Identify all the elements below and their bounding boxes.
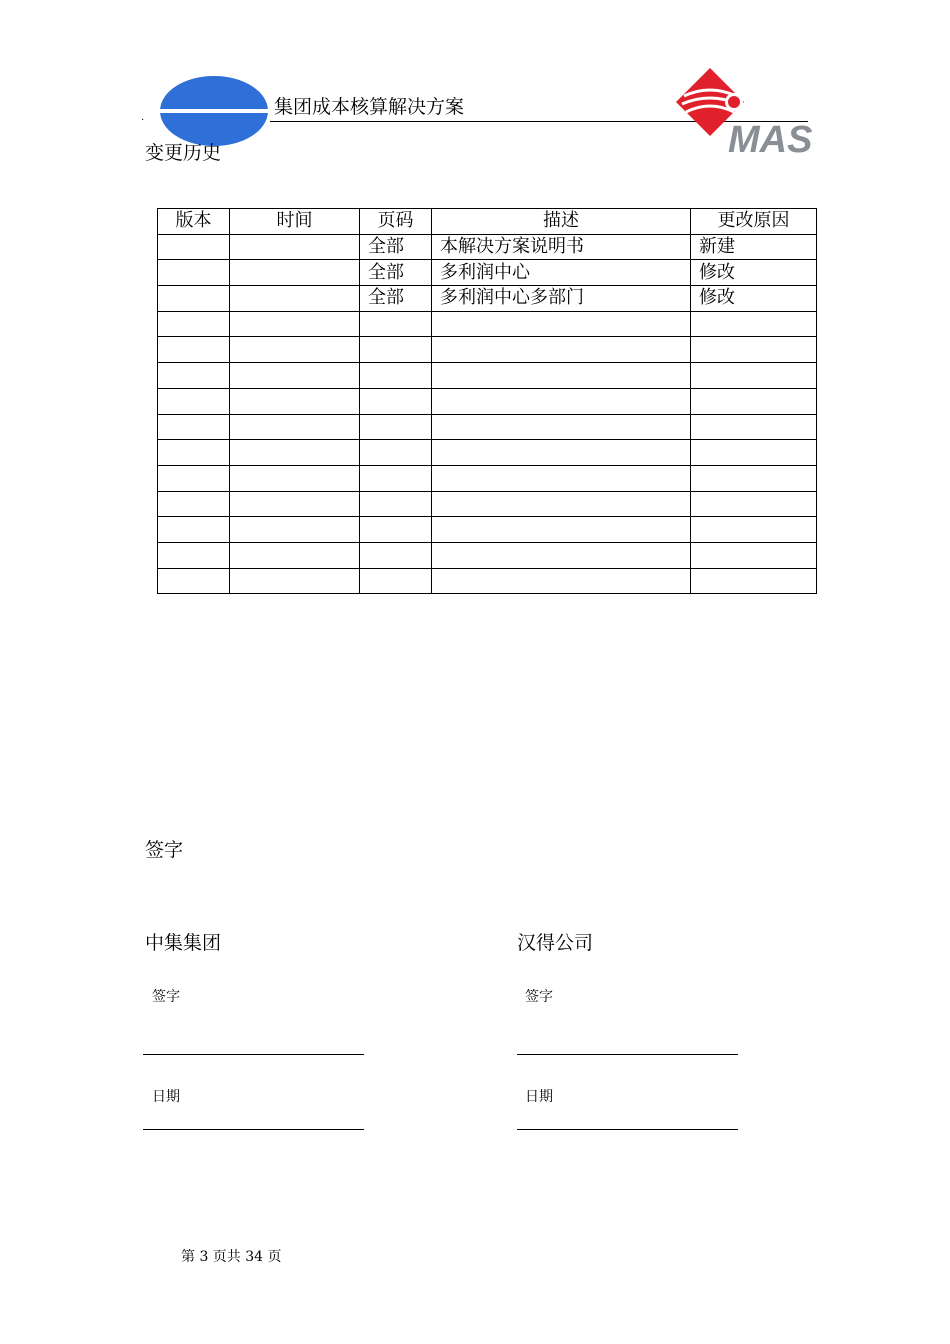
- cell-version: [158, 414, 230, 440]
- cell-reason: [691, 388, 817, 414]
- table-row: [158, 517, 817, 543]
- column-header-description: 描述: [432, 209, 691, 235]
- cell-reason: [691, 491, 817, 517]
- cell-description: [432, 337, 691, 363]
- cell-reason: [691, 440, 817, 466]
- cell-time: [230, 260, 360, 286]
- cell-version: [158, 286, 230, 312]
- cell-page: 全部: [360, 234, 432, 260]
- cell-time: [230, 234, 360, 260]
- cell-page: [360, 465, 432, 491]
- cell-time: [230, 542, 360, 568]
- page-footer: 第 3 页共 34 页: [181, 1249, 282, 1265]
- cell-reason: [691, 337, 817, 363]
- cell-description: [432, 311, 691, 337]
- cell-page: 全部: [360, 260, 432, 286]
- column-header-time: 时间: [230, 209, 360, 235]
- cell-time: [230, 363, 360, 389]
- column-header-version: 版本: [158, 209, 230, 235]
- cell-description: [432, 542, 691, 568]
- left-sign-label: 签字: [152, 989, 180, 1005]
- cell-reason: [691, 414, 817, 440]
- cell-time: [230, 568, 360, 594]
- table-header-row: [158, 209, 817, 235]
- cell-version: [158, 337, 230, 363]
- cell-description: [432, 440, 691, 466]
- cell-version: [158, 491, 230, 517]
- cell-page: [360, 311, 432, 337]
- table-row: [158, 542, 817, 568]
- cell-time: [230, 286, 360, 312]
- cell-description: 本解决方案说明书: [432, 234, 691, 260]
- column-header-page: 页码: [360, 209, 432, 235]
- company-logo-left: [160, 76, 268, 146]
- cell-version: [158, 311, 230, 337]
- right-sign-label: 签字: [525, 989, 553, 1005]
- right-date-line[interactable]: [517, 1129, 738, 1130]
- cell-description: [432, 414, 691, 440]
- cell-description: [432, 388, 691, 414]
- cell-description: [432, 568, 691, 594]
- cell-version: [158, 568, 230, 594]
- header-mark: .: [141, 112, 145, 123]
- cell-reason: [691, 517, 817, 543]
- cell-description: [432, 465, 691, 491]
- table-body: [158, 234, 817, 594]
- cell-description: [432, 517, 691, 543]
- change-history-table: [157, 208, 817, 594]
- cell-page: [360, 363, 432, 389]
- cell-version: [158, 388, 230, 414]
- cell-page: [360, 414, 432, 440]
- table-row: [158, 414, 817, 440]
- cell-page: 全部: [360, 286, 432, 312]
- cell-version: [158, 465, 230, 491]
- mas-logo: [672, 66, 812, 158]
- cell-version: [158, 260, 230, 286]
- table-row: [158, 337, 817, 363]
- table-row: [158, 234, 817, 260]
- cell-time: [230, 337, 360, 363]
- cell-page: [360, 388, 432, 414]
- cell-reason: 新建: [691, 234, 817, 260]
- cell-version: [158, 517, 230, 543]
- right-date-label: 日期: [525, 1089, 553, 1105]
- table-row: [158, 388, 817, 414]
- section-title: 变更历史: [145, 142, 222, 164]
- cell-version: [158, 234, 230, 260]
- cell-reason: [691, 542, 817, 568]
- header-title: 集团成本核算解决方案: [274, 96, 465, 118]
- cell-page: [360, 491, 432, 517]
- cell-reason: 修改: [691, 286, 817, 312]
- table-row: [158, 491, 817, 517]
- cell-reason: [691, 568, 817, 594]
- cell-version: [158, 542, 230, 568]
- mas-logo-text: MAS: [728, 119, 812, 158]
- table-row: [158, 568, 817, 594]
- column-header-reason: 更改原因: [691, 209, 817, 235]
- cell-version: [158, 440, 230, 466]
- cell-description: [432, 491, 691, 517]
- cell-description: 多利润中心多部门: [432, 286, 691, 312]
- cell-page: [360, 517, 432, 543]
- cell-time: [230, 414, 360, 440]
- cell-version: [158, 363, 230, 389]
- party-left: 中集集团: [145, 932, 222, 954]
- cell-reason: [691, 465, 817, 491]
- cell-page: [360, 440, 432, 466]
- cell-time: [230, 465, 360, 491]
- table-row: [158, 363, 817, 389]
- cell-time: [230, 440, 360, 466]
- left-date-label: 日期: [152, 1089, 180, 1105]
- table-row: [158, 286, 817, 312]
- right-sign-line[interactable]: [517, 1054, 738, 1055]
- left-sign-line[interactable]: [143, 1054, 364, 1055]
- cell-page: [360, 337, 432, 363]
- cell-time: [230, 517, 360, 543]
- left-date-line[interactable]: [143, 1129, 364, 1130]
- table-row: [158, 440, 817, 466]
- party-right: 汉得公司: [517, 932, 594, 954]
- table-row: [158, 311, 817, 337]
- cell-reason: [691, 311, 817, 337]
- cell-reason: [691, 363, 817, 389]
- cell-description: 多利润中心: [432, 260, 691, 286]
- table-row: [158, 465, 817, 491]
- signature-heading: 签字: [145, 839, 184, 861]
- cell-page: [360, 568, 432, 594]
- cell-reason: 修改: [691, 260, 817, 286]
- cell-page: [360, 542, 432, 568]
- cell-time: [230, 388, 360, 414]
- cell-time: [230, 491, 360, 517]
- table-row: [158, 260, 817, 286]
- cell-description: [432, 363, 691, 389]
- cell-time: [230, 311, 360, 337]
